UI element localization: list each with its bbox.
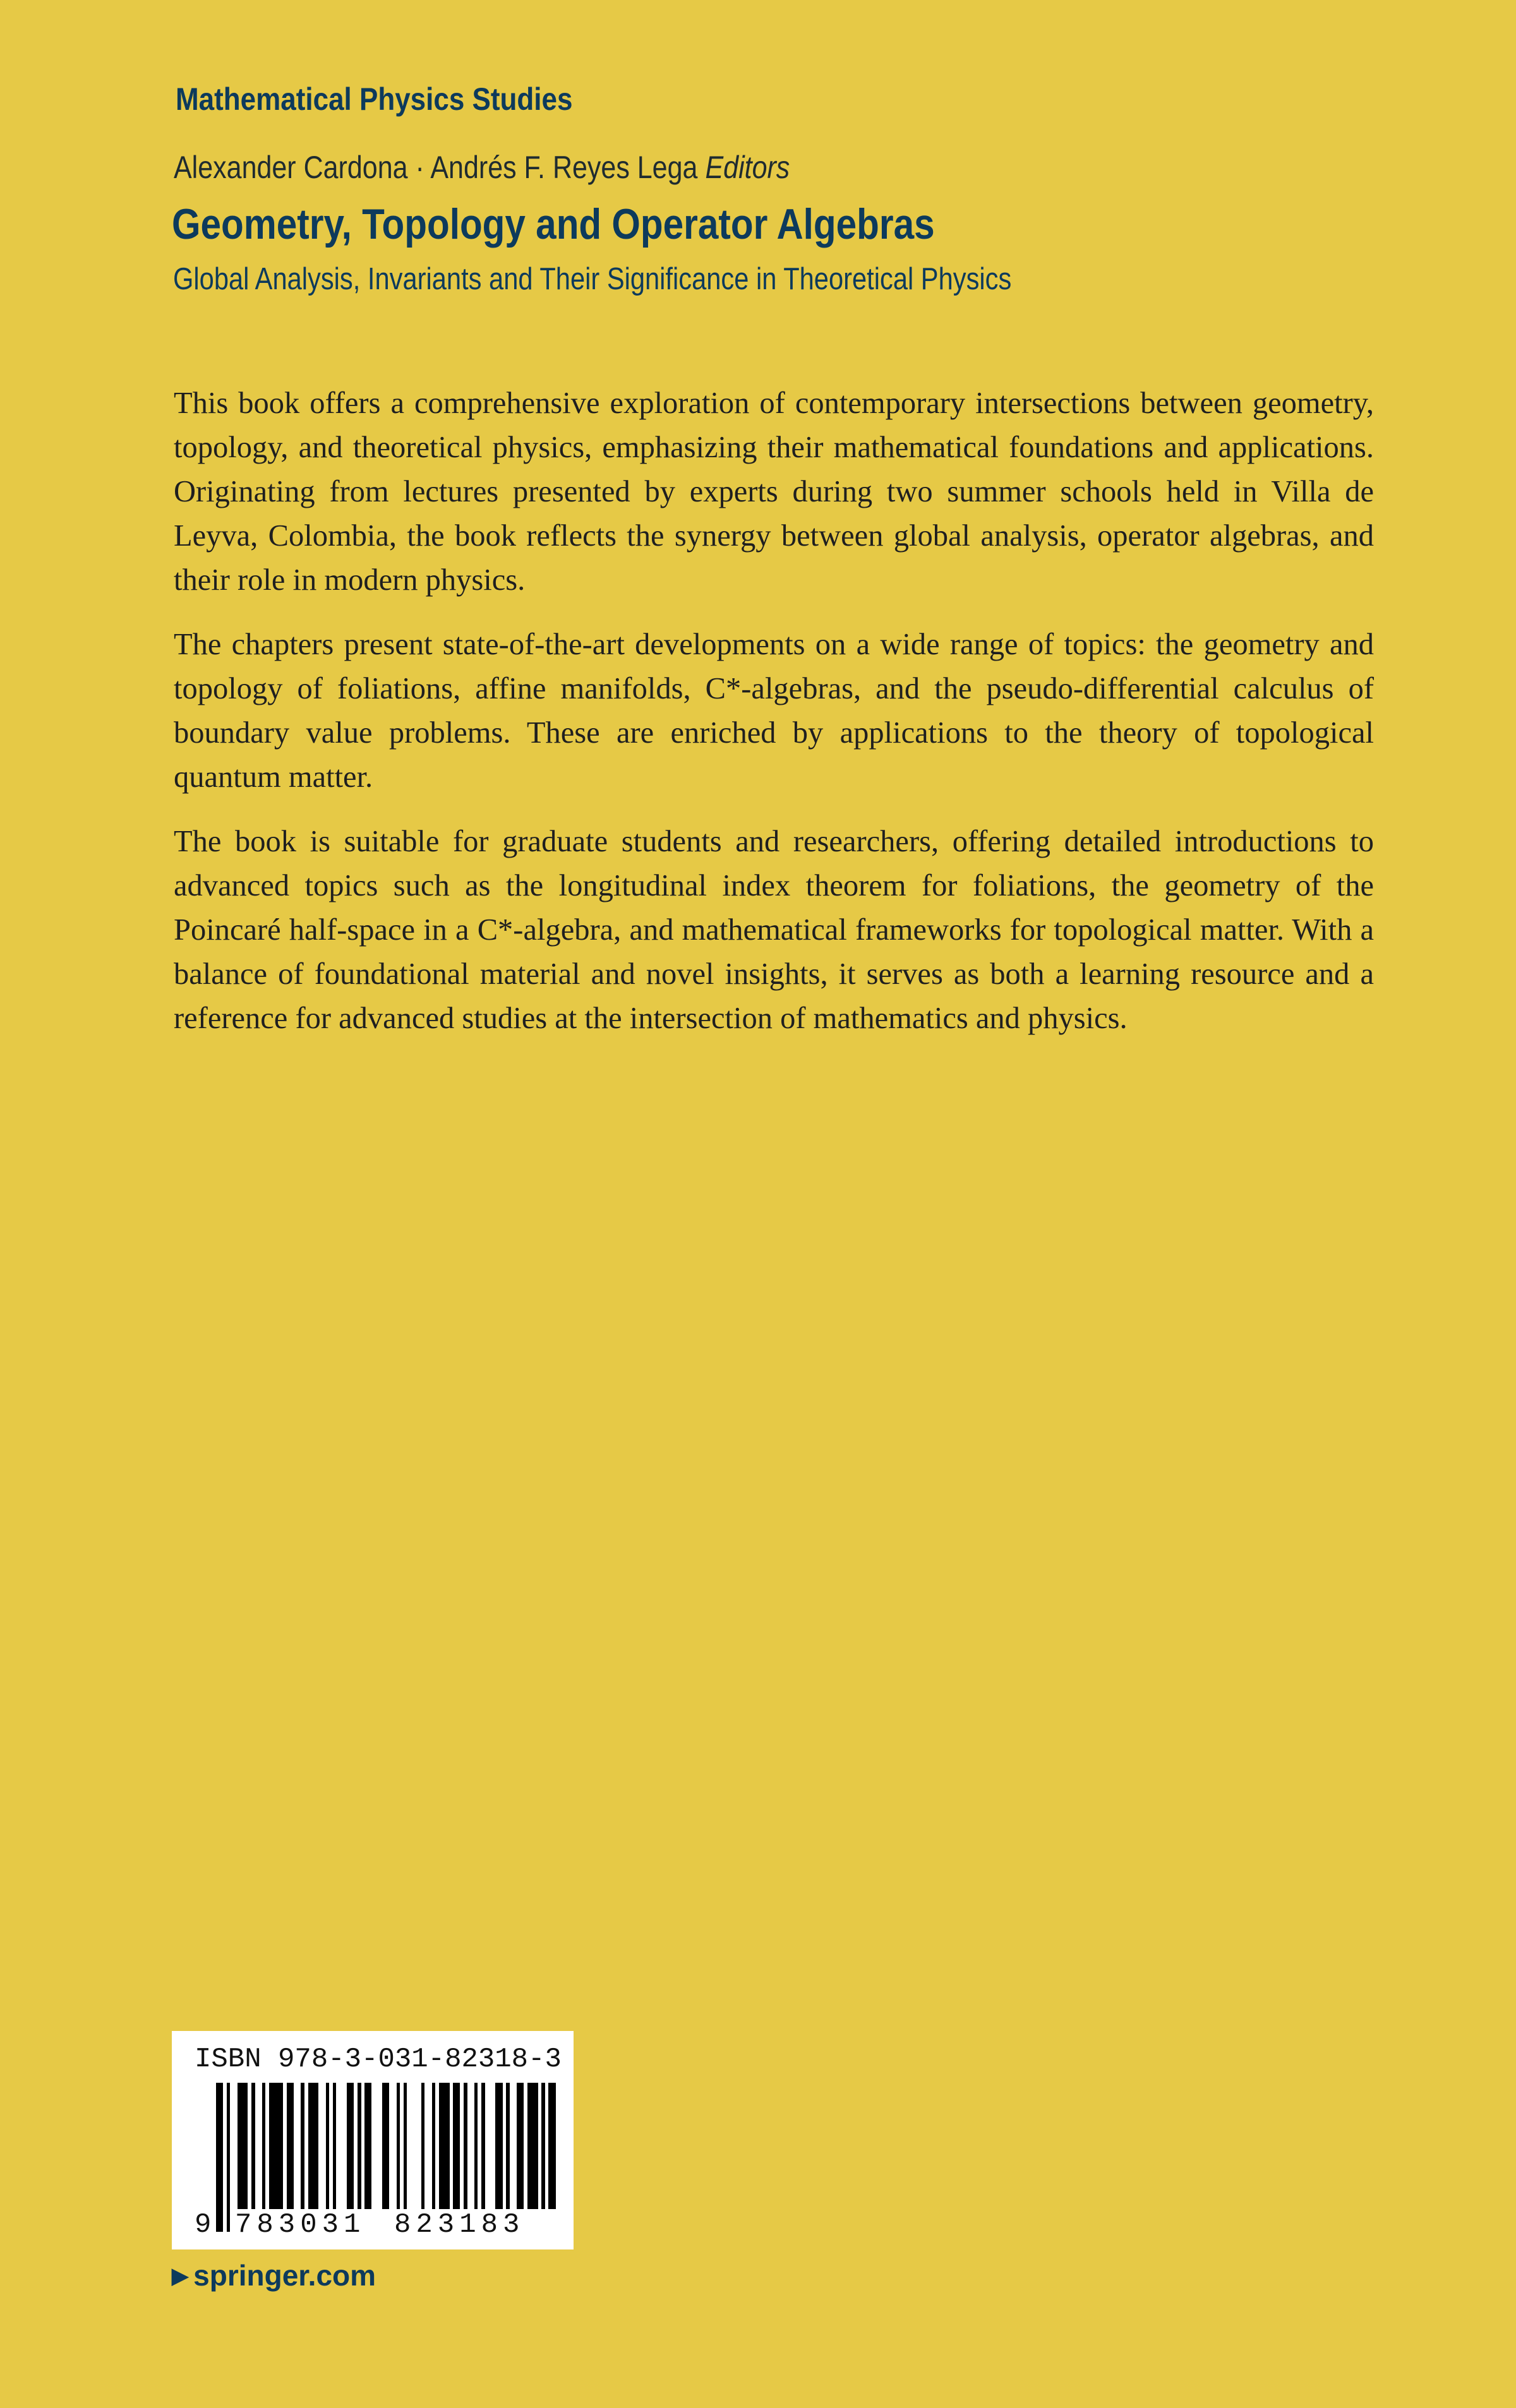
barcode-bar bbox=[404, 2083, 407, 2209]
editors-line bbox=[174, 149, 790, 186]
barcode-bar bbox=[326, 2083, 330, 2209]
editor-names: Alexander Cardona · Andrés F. Reyes Lega bbox=[174, 150, 698, 185]
barcode-bar bbox=[216, 2083, 223, 2232]
barcode-bar bbox=[333, 2083, 337, 2209]
barcode-bar bbox=[541, 2083, 545, 2209]
barcode-bar bbox=[495, 2083, 502, 2209]
barcode-bar bbox=[364, 2083, 371, 2209]
barcode-bar bbox=[432, 2083, 436, 2209]
blurb-paragraph: The book is suitable for graduate students and researchers, offering detailed introductions to advanced topics such as the longitudinal index theorem for foliations, the geometry of the Poincaré half-space in a C*-algebra, and mathematical frameworks for topological matter. With a balance of foundational material and novel insights, it serves as both a learning resource and a reference for advanced studies at the intersection of mathematics and physics. bbox=[174, 825, 1374, 1035]
barcode-digit-lead: 9 bbox=[195, 2209, 212, 2241]
barcode-bar bbox=[397, 2083, 400, 2209]
isbn-barcode bbox=[172, 2031, 574, 2249]
barcode-bar bbox=[287, 2083, 294, 2209]
book-title: Geometry, Topology and Operator Algebras bbox=[172, 200, 935, 248]
barcode-bar bbox=[269, 2083, 283, 2209]
barcode-digits-left: 783031 bbox=[235, 2209, 366, 2241]
barcode-bar bbox=[358, 2083, 361, 2209]
barcode-bar bbox=[548, 2083, 555, 2209]
barcode-bar bbox=[301, 2083, 304, 2209]
barcode-bar bbox=[308, 2083, 319, 2209]
barcode-bar bbox=[262, 2083, 266, 2209]
isbn-label: ISBN 978-3-031-82318-3 bbox=[195, 2044, 562, 2075]
series-name: Mathematical Physics Studies bbox=[176, 81, 573, 117]
book-subtitle: Global Analysis, Invariants and Their Significance in Theoretical Physics bbox=[173, 262, 1012, 296]
publisher-link[interactable] bbox=[172, 2258, 376, 2292]
barcode-bar bbox=[517, 2083, 524, 2209]
barcode-bar bbox=[421, 2083, 425, 2209]
barcode-bar bbox=[227, 2083, 231, 2232]
barcode-bar bbox=[464, 2083, 467, 2209]
blurb-paragraph: The chapters present state-of-the-art developments on a wide range of topics: the geometry and topology of foliations, affine manifolds, C*-algebras, and the pseudo-differential calculus of boundary value problems. These are enriched by applications to the theory of topological quantum matter. bbox=[174, 628, 1374, 794]
barcode-digits-right: 823183 bbox=[394, 2209, 525, 2241]
barcode-bar bbox=[382, 2083, 389, 2209]
blurb bbox=[174, 381, 1374, 1061]
blurb-paragraph: This book offers a comprehensive exploration of contemporary intersections between geometry, topology, and theoretical physics, emphasizing their mathematical foundations and applications. Originating from lectures presented by experts during two summer schools held in Villa de Leyva, Colombia, the book reflects the synergy between global analysis, operator algebras, and their role in modern physics. bbox=[174, 386, 1374, 597]
arrow-right-icon: ▶ bbox=[172, 2264, 189, 2288]
editors-role: Editors bbox=[705, 150, 790, 185]
publisher-link-text: springer.com bbox=[193, 2259, 376, 2292]
barcode-bar bbox=[527, 2083, 538, 2209]
barcode-bar bbox=[238, 2083, 248, 2209]
barcode-bar bbox=[251, 2083, 255, 2209]
barcode-bar bbox=[506, 2083, 510, 2209]
barcode-bar bbox=[439, 2083, 450, 2209]
barcode-bar bbox=[347, 2083, 354, 2209]
barcode-bar bbox=[453, 2083, 460, 2209]
